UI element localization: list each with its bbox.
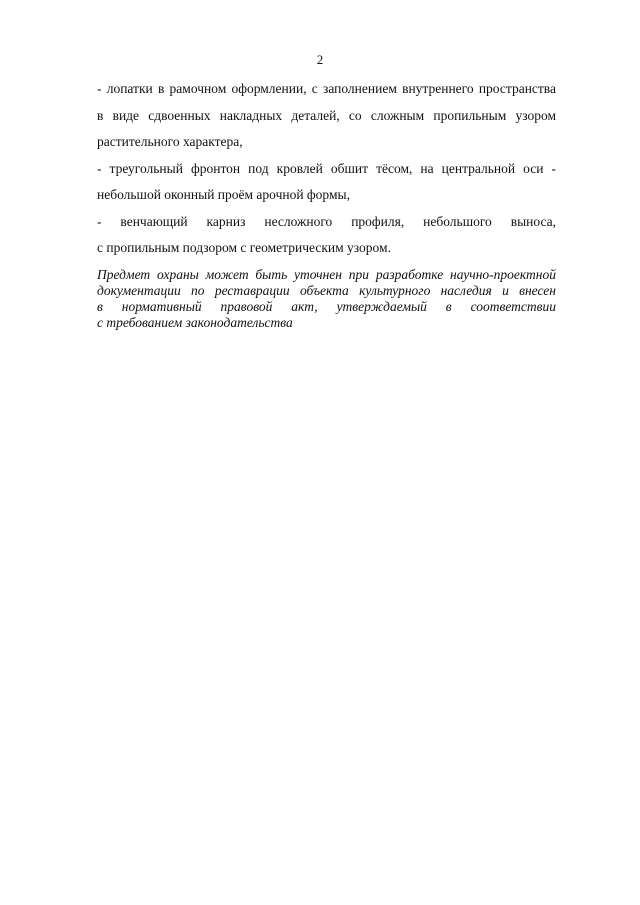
list-item-line: растительного характера, [97,134,243,149]
page-number: 2 [316,52,324,67]
list-item-line: с пропильным подзором с геометрическим узором. [97,240,391,255]
note-line: в нормативный правовой акт, утверждаемый в соответствии [97,299,556,314]
list-item-line: - венчающий карниз несложного профиля, небольшого выноса, [97,213,556,229]
list-item-line: небольшой оконный проём арочной формы, [97,187,350,202]
list-item-line: в виде сдвоенных накладных деталей, со сложным пропильным узором [97,107,556,123]
note-line: Предмет охраны может быть уточнен при разработке научно-проектной [97,267,556,282]
note-line: документации по реставрации объекта культурного наследия и внесен [97,283,556,298]
protection-items-list [97,76,556,262]
protection-note [97,267,556,331]
list-item-line: - треугольный фронтон под кровлей обшит тёсом, на центральной оси - [97,160,556,176]
note-line: с требованием законодательства [97,315,293,330]
list-item-line: - лопатки в рамочном оформлении, с заполнением внутреннего пространства [97,81,556,96]
